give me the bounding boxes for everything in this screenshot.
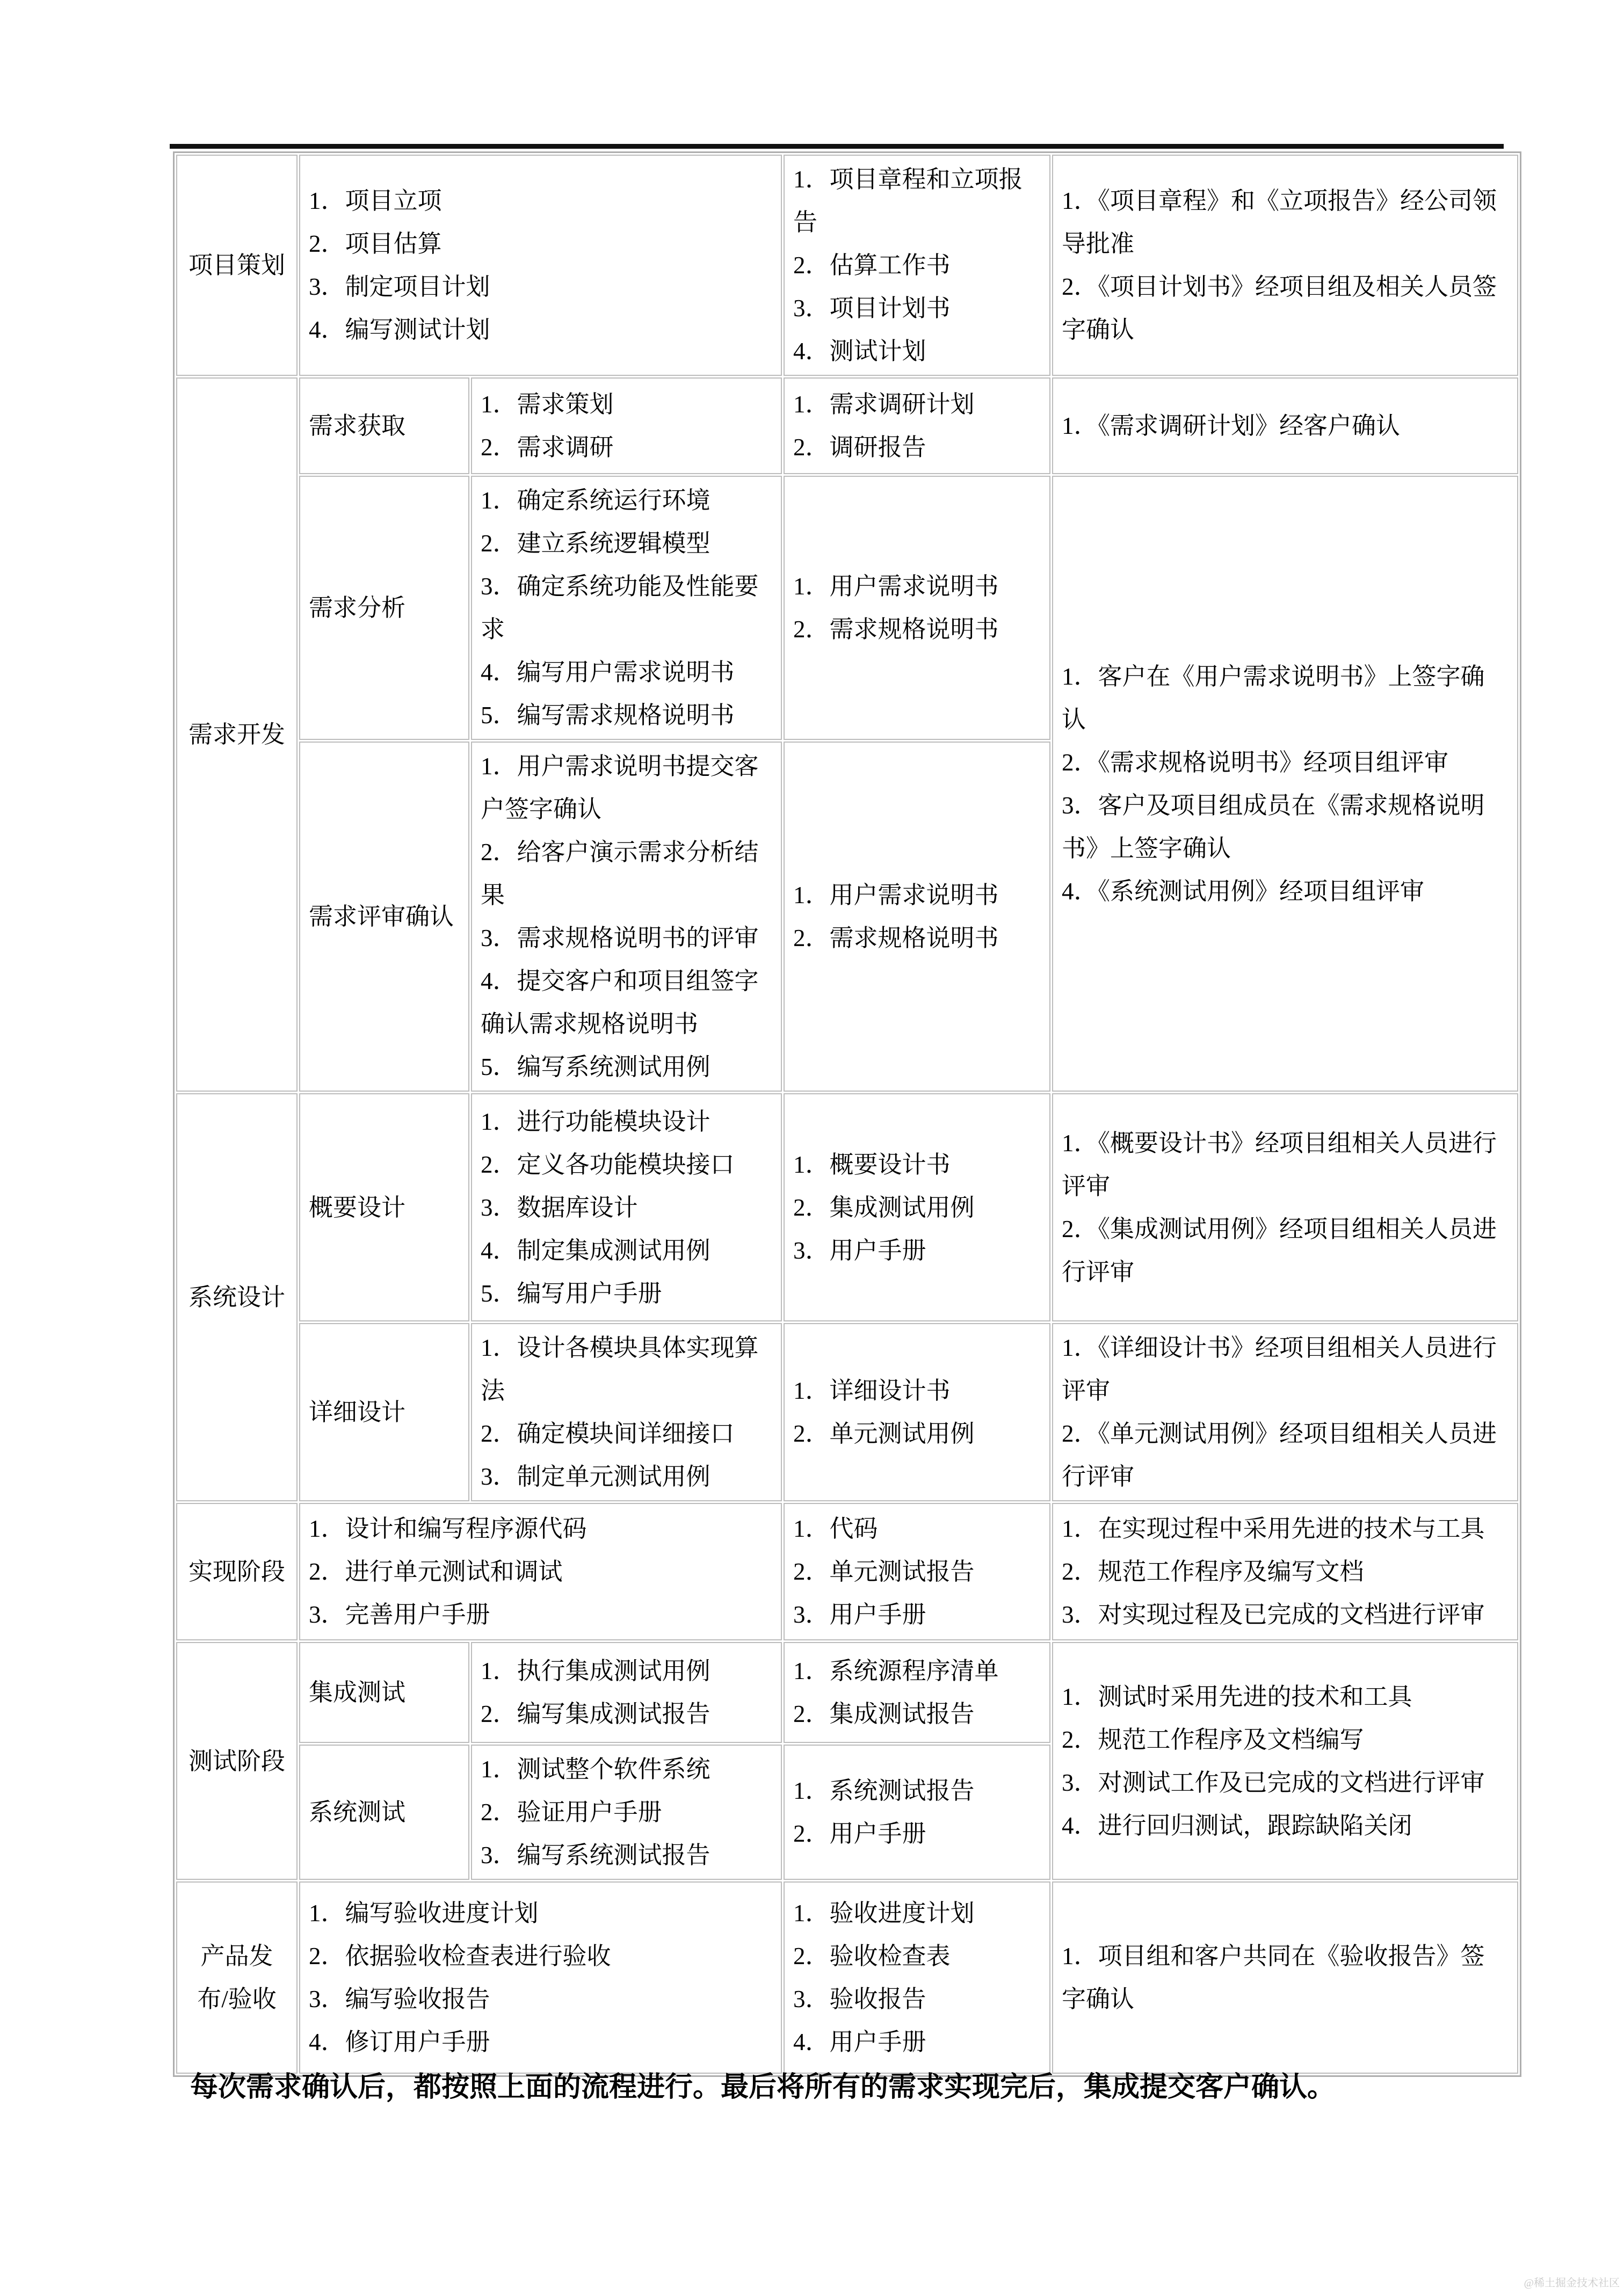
list-item: 2．单元测试用例 [793, 1420, 975, 1447]
list-item: 1．确定系统运行环境 [481, 487, 711, 514]
outputs-cell [784, 1745, 1050, 1880]
subphase-cell: 详细设计 [299, 1323, 469, 1501]
list-item: 2．集成测试用例 [793, 1194, 975, 1221]
table-row [176, 1323, 1518, 1501]
subphase-cell: 需求分析 [299, 476, 469, 740]
activities-cell [471, 742, 782, 1092]
watermark: @稀土掘金技术社区 [1524, 2277, 1620, 2289]
list-item: 2．确定模块间详细接口 [481, 1420, 735, 1447]
list-item: 1．项目立项 [309, 187, 442, 214]
list-item: 1．客户在《用户需求说明书》上签字确认 [1062, 663, 1485, 733]
list-item: 1．《项目章程》和《立项报告》经公司领导批准 [1062, 187, 1497, 257]
table-row [176, 155, 1518, 376]
list-item: 2．用户手册 [793, 1820, 926, 1847]
phase-cell: 项目策划 [176, 155, 298, 376]
subphase-cell: 需求获取 [299, 377, 469, 474]
list-item: 4．提交客户和项目组签字确认需求规格说明书 [481, 968, 759, 1037]
list-item: 1．《需求调研计划》经客户确认 [1062, 412, 1401, 439]
activities-cell [299, 1503, 782, 1640]
list-item: 3．编写验收报告 [309, 1986, 490, 2012]
review-cell [1052, 1881, 1518, 2074]
list-item: 2．单元测试报告 [793, 1558, 975, 1585]
subphase-cell: 需求评审确认 [299, 742, 469, 1092]
review-cell [1052, 1323, 1518, 1501]
activities-cell [471, 1093, 782, 1321]
list-item: 1．代码 [793, 1515, 878, 1542]
outputs-cell [784, 155, 1050, 376]
list-item: 4．编写测试计划 [309, 316, 490, 343]
list-item: 1．用户需求说明书 [793, 882, 999, 909]
list-item: 2．定义各功能模块接口 [481, 1151, 735, 1178]
list-item: 2．需求规格说明书 [793, 925, 999, 951]
activities-cell [471, 1323, 782, 1501]
activities-cell [471, 1745, 782, 1880]
list-item: 2．编写集成测试报告 [481, 1701, 711, 1727]
phase-cell: 测试阶段 [176, 1642, 298, 1880]
list-item: 1．需求调研计划 [793, 391, 975, 418]
list-item: 1．进行功能模块设计 [481, 1108, 711, 1135]
list-item: 5．编写用户手册 [481, 1280, 662, 1307]
subphase-cell: 概要设计 [299, 1093, 469, 1321]
list-item: 1．设计各模块具体实现算法 [481, 1334, 759, 1404]
list-item: 2．验证用户手册 [481, 1799, 662, 1826]
activities-cell [299, 155, 782, 376]
table-row [176, 1881, 1518, 2074]
footer-note: 每次需求确认后，都按照上面的流程进行。最后将所有的需求实现完后，集成提交客户确认。 [190, 2072, 1336, 2103]
list-item: 3．制定项目计划 [309, 273, 490, 300]
review-cell [1052, 1093, 1518, 1321]
list-item: 2．规范工作程序及编写文档 [1062, 1558, 1364, 1585]
phase-cell: 实现阶段 [176, 1503, 298, 1640]
list-item: 1．系统测试报告 [793, 1777, 975, 1804]
table-row [176, 1093, 1518, 1321]
list-item: 1．设计和编写程序源代码 [309, 1515, 587, 1542]
review-cell [1052, 155, 1518, 376]
list-item: 2．项目估算 [309, 230, 442, 257]
list-item: 1．用户需求说明书提交客户签字确认 [481, 753, 759, 823]
list-item: 4．用户手册 [793, 2029, 926, 2055]
list-item: 1．系统源程序清单 [793, 1658, 999, 1684]
list-item: 1．概要设计书 [793, 1151, 951, 1178]
list-item: 1．需求策划 [481, 391, 614, 418]
list-item: 3．客户及项目组成员在《需求规格说明书》上签字确认 [1062, 791, 1485, 862]
list-item: 1．项目章程和立项报告 [793, 166, 1023, 236]
table-row [176, 1503, 1518, 1640]
list-item: 2．建立系统逻辑模型 [481, 530, 711, 557]
list-item: 5．编写系统测试用例 [481, 1053, 711, 1080]
list-item: 2．《需求规格说明书》经项目组评审 [1062, 749, 1449, 776]
list-item: 3．需求规格说明书的评审 [481, 925, 759, 951]
list-item: 1．在实现过程中采用先进的技术与工具 [1062, 1515, 1485, 1542]
list-item: 1．详细设计书 [793, 1377, 951, 1404]
process-table [173, 151, 1521, 2077]
outputs-cell [784, 1881, 1050, 2074]
list-item: 3．确定系统功能及性能要求 [481, 573, 759, 643]
list-item: 2．需求规格说明书 [793, 616, 999, 643]
activities-cell [471, 476, 782, 740]
list-item: 2．《项目计划书》经项目组及相关人员签字确认 [1062, 273, 1497, 343]
list-item: 2．规范工作程序及文档编写 [1062, 1726, 1364, 1753]
list-item: 2．验收检查表 [793, 1943, 951, 1970]
activities-cell [299, 1881, 782, 2074]
list-item: 1．执行集成测试用例 [481, 1658, 711, 1684]
list-item: 3．编写系统测试报告 [481, 1842, 711, 1869]
list-item: 3．用户手册 [793, 1601, 926, 1628]
table-row [176, 377, 1518, 474]
list-item: 3．完善用户手册 [309, 1601, 490, 1628]
phase-cell: 产品发布/验收 [176, 1881, 298, 2074]
list-item: 4．测试计划 [793, 338, 926, 365]
list-item: 2．依据验收检查表进行验收 [309, 1943, 611, 1970]
list-item: 1．《概要设计书》经项目组相关人员进行评审 [1062, 1129, 1497, 1200]
list-item: 2．估算工作书 [793, 252, 951, 279]
table-row [176, 476, 1518, 740]
list-item: 2．给客户演示需求分析结果 [481, 839, 759, 909]
subphase-cell: 系统测试 [299, 1745, 469, 1880]
list-item: 4．进行回归测试，跟踪缺陷关闭 [1062, 1812, 1412, 1839]
outputs-cell [784, 1093, 1050, 1321]
list-item: 3．数据库设计 [481, 1194, 638, 1221]
outputs-cell [784, 1323, 1050, 1501]
list-item: 1．编写验收进度计划 [309, 1900, 539, 1927]
list-item: 3．对实现过程及已完成的文档进行评审 [1062, 1601, 1485, 1628]
list-item: 4．修订用户手册 [309, 2029, 490, 2055]
outputs-cell [784, 377, 1050, 474]
list-item: 3．项目计划书 [793, 295, 951, 322]
list-item: 4．制定集成测试用例 [481, 1237, 711, 1264]
table-row [176, 1642, 1518, 1743]
activities-cell [471, 377, 782, 474]
outputs-cell [784, 1642, 1050, 1743]
list-item: 4．编写用户需求说明书 [481, 659, 735, 686]
list-item: 1．测试整个软件系统 [481, 1756, 711, 1783]
outputs-cell [784, 476, 1050, 740]
list-item: 2．《单元测试用例》经项目组相关人员进行评审 [1062, 1420, 1497, 1490]
activities-cell [471, 1642, 782, 1743]
review-cell [1052, 1642, 1518, 1880]
list-item: 3．验收报告 [793, 1986, 926, 2012]
list-item: 3．对测试工作及已完成的文档进行评审 [1062, 1769, 1485, 1796]
review-cell [1052, 377, 1518, 474]
list-item: 5．编写需求规格说明书 [481, 702, 735, 729]
outputs-cell [784, 1503, 1050, 1640]
phase-cell: 需求开发 [176, 377, 298, 1092]
list-item: 2．《集成测试用例》经项目组相关人员进行评审 [1062, 1215, 1497, 1285]
subphase-cell: 集成测试 [299, 1642, 469, 1743]
list-item: 1．项目组和客户共同在《验收报告》签字确认 [1062, 1943, 1485, 2012]
outputs-cell [784, 742, 1050, 1092]
list-item: 2．集成测试报告 [793, 1701, 975, 1727]
list-item: 1．《详细设计书》经项目组相关人员进行评审 [1062, 1334, 1497, 1404]
review-cell [1052, 476, 1518, 1092]
list-item: 1．测试时采用先进的技术和工具 [1062, 1683, 1412, 1710]
list-item: 4．《系统测试用例》经项目组评审 [1062, 877, 1425, 905]
list-item: 1．验收进度计划 [793, 1900, 975, 1927]
list-item: 2．需求调研 [481, 434, 614, 461]
list-item: 3．用户手册 [793, 1237, 926, 1264]
phase-cell: 系统设计 [176, 1093, 298, 1501]
list-item: 1．用户需求说明书 [793, 573, 999, 600]
list-item: 3．制定单元测试用例 [481, 1463, 711, 1490]
review-cell [1052, 1503, 1518, 1640]
list-item: 2．进行单元测试和调试 [309, 1558, 563, 1585]
list-item: 2．调研报告 [793, 434, 926, 461]
top-divider-line [170, 144, 1504, 149]
